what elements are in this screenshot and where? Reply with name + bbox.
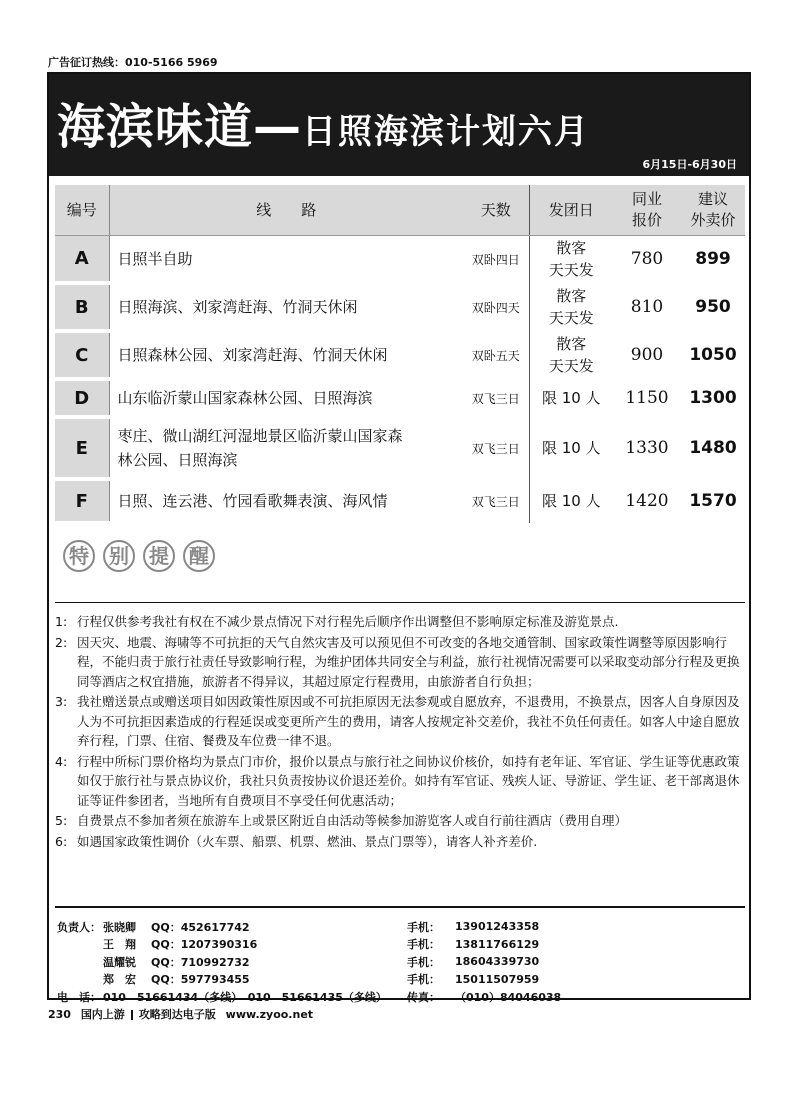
row-code: D xyxy=(55,379,109,417)
row-route: 日照半自助 xyxy=(109,235,463,283)
divider xyxy=(55,906,745,908)
mobile-label: 手机： xyxy=(407,973,440,987)
note-number: 3: xyxy=(55,694,68,709)
row-route: 山东临沂蒙山国家森林公园、日照海滨 xyxy=(109,379,463,417)
banner-title-main: 海滨味道— xyxy=(57,99,303,155)
contact-row xyxy=(57,971,747,989)
note-number: 2: xyxy=(55,634,68,650)
notice-char: 别 xyxy=(103,540,135,572)
row-depart-line1: 散客 xyxy=(556,239,587,258)
row-depart-line1: 限 10 人 xyxy=(541,492,601,510)
row-days: 双飞三日 xyxy=(471,494,520,509)
table-row xyxy=(55,235,745,283)
table-header-row xyxy=(55,185,745,235)
row-route: 日照、连云港、竹园看歌舞表演、海风情 xyxy=(109,479,463,523)
publication-name: 攻略到达电子版 xyxy=(138,1008,216,1021)
row-retail-price: 1570 xyxy=(689,491,737,511)
footer-divider xyxy=(131,1010,133,1020)
banner xyxy=(49,74,749,176)
contact-qq: QQ：710992732 xyxy=(151,955,250,969)
section-name: 国内上游 xyxy=(80,1008,125,1021)
main-frame xyxy=(47,72,751,1004)
row-depart-line2: 天天发 xyxy=(548,357,594,375)
row-peer-price: 810 xyxy=(630,297,664,317)
row-depart xyxy=(529,479,613,523)
row-route: 日照海滨、刘家湾赶海、竹洞天休闲 xyxy=(109,283,463,331)
list-item xyxy=(55,692,749,751)
notice-char: 醒 xyxy=(183,540,215,572)
page-footer xyxy=(48,1006,313,1022)
row-retail-price: 1480 xyxy=(689,438,737,458)
table-row xyxy=(55,283,745,331)
header-depart: 发团日 xyxy=(529,185,613,235)
note-number: 4: xyxy=(55,753,68,769)
contact-row xyxy=(57,936,747,954)
row-depart-line2: 天天发 xyxy=(548,261,594,280)
table-row xyxy=(55,479,745,523)
row-retail-price: 1050 xyxy=(689,345,737,365)
note-text: 如遇国家政策性调价（火车票、船票、机票、燃油、景点门票等），请客人补齐差价. xyxy=(77,833,538,849)
row-route: 枣庄、微山湖红河湿地景区临沂蒙山国家森林公园、日照海滨 xyxy=(109,417,463,479)
banner-title xyxy=(57,88,590,157)
contact-row xyxy=(57,918,747,936)
table-row xyxy=(55,379,745,417)
row-peer-price: 1420 xyxy=(625,491,669,511)
header-retail-line2: 外卖价 xyxy=(690,210,736,229)
row-days: 双卧四日 xyxy=(471,252,520,267)
table-row xyxy=(55,417,745,479)
website: www.zyoo.net xyxy=(225,1008,314,1021)
manager-label: 负责人： xyxy=(57,920,101,934)
row-code: A xyxy=(55,235,109,283)
header-route: 线 路 xyxy=(109,185,463,235)
list-item xyxy=(55,612,749,632)
row-depart xyxy=(529,331,613,379)
row-peer-price: 1330 xyxy=(625,438,669,458)
hotline: 广告征订热线：010-5166 5969 xyxy=(48,56,218,69)
special-notice-title xyxy=(63,540,215,572)
row-code: F xyxy=(55,479,109,523)
table-row xyxy=(55,331,745,379)
contact-qq: QQ：452617742 xyxy=(151,920,250,934)
note-text: 行程中所标门票价格均为景点门市价，报价以景点与旅行社之间协议价核价，如持有老年证、军官证、学生证等优惠政策如仅于旅行社与景点协议价，我社只负责按协议价退还差价。如持有军官证、残疾人证、导游证、学生证、老干部离退休证等证件参团者，当地所有自费项目不享受任何优惠活动； xyxy=(77,753,740,808)
mobile-label: 手机： xyxy=(407,920,440,934)
list-item xyxy=(55,633,749,692)
fax-label: 传真： xyxy=(407,990,440,1004)
contact-mobile: 13811766129 xyxy=(455,937,540,951)
phone-row xyxy=(57,988,747,1006)
phone-numbers: 010 51661434（多线） 010 51661435（多线） xyxy=(103,990,387,1004)
row-depart-line1: 限 10 人 xyxy=(541,389,601,407)
contact-name: 郑 宏 xyxy=(103,973,136,987)
header-peer-line1: 同业 xyxy=(631,189,662,208)
notice-char: 提 xyxy=(143,540,175,572)
contact-mobile: 15011507959 xyxy=(455,972,540,986)
mobile-label: 手机： xyxy=(407,955,440,969)
row-days: 双飞三日 xyxy=(471,391,520,406)
row-code: E xyxy=(55,417,109,479)
notes-list xyxy=(55,612,749,852)
row-depart xyxy=(529,379,613,417)
banner-title-sub: 日照海滨计划六月 xyxy=(302,112,591,152)
row-route: 日照森林公园、刘家湾赶海、竹洞天休闲 xyxy=(109,331,463,379)
contacts-block xyxy=(57,918,747,1006)
row-depart-line2: 天天发 xyxy=(548,309,594,327)
row-retail-price: 950 xyxy=(695,297,731,317)
page-number: 230 xyxy=(48,1008,71,1021)
note-text: 行程仅供参考我社有权在不减少景点情况下对行程先后顺序作出调整但不影响原定标准及游览景点. xyxy=(77,614,619,629)
contact-qq: QQ：597793455 xyxy=(151,973,250,987)
routes-table xyxy=(55,185,745,525)
list-item xyxy=(55,811,749,831)
note-text: 我社赠送景点或赠送项目如因政策性原因或不可抗拒原因无法参观或自愿放弃，不退费用，不换景点，因客人自身原因及人为不可抗拒因素造成的行程延误或变更所产生的费用，请客人按规定补交差价，我社不负任何责任。如客人中途自愿放弃行程，门票、住宿、餐费及车位费一律不退。 xyxy=(77,694,740,748)
row-peer-price: 780 xyxy=(630,249,664,270)
row-peer-price: 900 xyxy=(630,345,664,365)
list-item xyxy=(55,832,749,852)
date-range: 6月15日-6月30日 xyxy=(642,158,737,171)
mobile-label: 手机： xyxy=(407,938,440,952)
contact-qq: QQ：1207390316 xyxy=(151,938,258,952)
notice-char: 特 xyxy=(63,540,95,572)
row-depart xyxy=(529,235,613,283)
note-number: 6: xyxy=(55,833,68,849)
row-retail-price: 1300 xyxy=(689,388,737,408)
list-item xyxy=(55,752,749,811)
row-depart xyxy=(529,417,613,479)
contact-mobile: 18604339730 xyxy=(455,955,540,969)
row-days: 双卧四天 xyxy=(471,300,520,315)
header-peer-price xyxy=(613,185,681,235)
row-days: 双飞三日 xyxy=(471,441,520,456)
header-retail-line1: 建议 xyxy=(697,189,728,208)
row-depart-line1: 散客 xyxy=(556,287,587,305)
row-depart xyxy=(529,283,613,331)
row-days: 双卧五天 xyxy=(471,348,520,363)
row-peer-price: 1150 xyxy=(625,388,669,408)
divider xyxy=(55,602,745,603)
contact-row xyxy=(57,953,747,971)
fax-number: （010）84046038 xyxy=(455,990,562,1004)
note-text: 因天灾、地震、海啸等不可抗拒的天气自然灾害及可以预见但不可改变的各地交通管制、国家政策性调整等原因影响行程，不能归责于旅行社责任导致影响行程，为维护团体共同安全与利益，旅行社视情况需要可以采取变动部分行程及更换同等酒店之权宜措施，旅游者不得异议，其超过原定行程费用，由旅游者自行负担； xyxy=(77,634,740,689)
row-depart-line1: 散客 xyxy=(556,335,587,353)
header-peer-line2: 报价 xyxy=(631,210,662,229)
contact-mobile: 13901243358 xyxy=(455,920,540,934)
phone-label: 电 话： xyxy=(57,990,101,1004)
row-depart-line1: 限 10 人 xyxy=(541,439,601,457)
note-number: 1: xyxy=(55,614,68,629)
header-code: 编号 xyxy=(55,185,109,235)
contact-name: 温耀锐 xyxy=(103,955,136,969)
header-days: 天数 xyxy=(463,185,529,235)
row-retail-price: 899 xyxy=(695,249,731,270)
contact-name: 王 翔 xyxy=(103,938,136,952)
contact-name: 张晓卿 xyxy=(103,920,136,934)
header-retail-price xyxy=(681,185,745,235)
row-code: B xyxy=(55,283,109,331)
row-code: C xyxy=(55,331,109,379)
note-number: 5: xyxy=(55,813,68,828)
note-text: 自费景点不参加者须在旅游车上或景区附近自由活动等候参加游览客人或自行前往酒店（费用自理） xyxy=(77,813,628,828)
